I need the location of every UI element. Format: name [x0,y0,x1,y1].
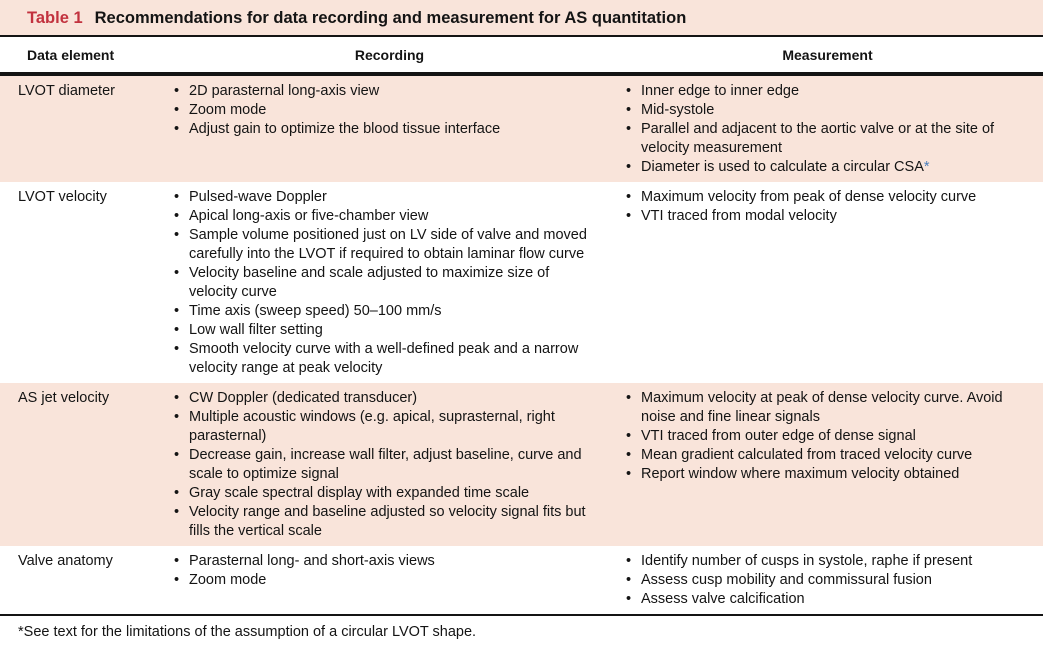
header-recording: Recording [354,47,425,63]
recording-item: • Smooth velocity curve with a well-defined peak and a narrow velocity range at peak velocity [172,340,590,378]
table-footnote: *See text for the limitations of the assumption of a circular LVOT shape. [18,624,477,640]
measurement-item: • VTI traced from modal velocity [624,207,1041,226]
recording-item: • Adjust gain to optimize the blood tissue interface [172,120,590,139]
recording-item: • Velocity range and baseline adjusted so velocity signal fits but fills the vertical scale [172,503,590,541]
measurement-item: • Report window where maximum velocity obtained [624,465,1041,484]
table-row [0,546,1043,614]
header-measurement: Measurement [782,47,873,63]
recording-list [172,188,590,378]
data-element-cell: LVOT diameter [18,83,115,99]
table-row [0,182,1043,383]
table-row [0,383,1043,546]
measurement-item: • Mid-systole [624,101,1041,120]
data-element-cell: AS jet velocity [18,390,110,406]
recording-item: • Velocity baseline and scale adjusted to maximize size of velocity curve [172,264,590,302]
measurement-item: • Parallel and adjacent to the aortic valve or at the site of velocity measurement [624,120,1041,158]
header-data-element: Data element [27,47,115,63]
table-row [0,76,1043,182]
recording-item: • Multiple acoustic windows (e.g. apical, suprasternal, right parasternal) [172,408,590,446]
table-body [0,76,1043,614]
recording-list [172,552,590,590]
measurement-item: • VTI traced from outer edge of dense signal [624,427,1041,446]
table-caption: Recommendations for data recording and measurement for AS quantitation [94,9,687,27]
measurement-item: • Inner edge to inner edge [624,82,1041,101]
measurement-list [624,188,1041,226]
recording-item: • Zoom mode [172,101,590,120]
measurement-list [624,389,1041,484]
measurement-item: • Maximum velocity at peak of dense velocity curve. Avoid noise and fine linear signals [624,389,1041,427]
recording-cell [167,182,612,383]
measurement-item: • Assess cusp mobility and commissural fusion [624,571,1041,590]
reference-marker[interactable]: * [923,159,930,175]
measurement-cell [612,383,1043,546]
measurement-item: • Identify number of cusps in systole, raphe if present [624,552,1041,571]
measurement-item: • Diameter is used to calculate a circular CSA* [624,158,1041,177]
recording-item: • Pulsed-wave Doppler [172,188,590,207]
measurement-list [624,552,1041,609]
table-title-bar [0,0,1043,37]
measurement-item: • Assess valve calcification [624,590,1041,609]
measurement-cell [612,76,1043,182]
data-element-cell: Valve anatomy [18,553,113,569]
recording-item: • Time axis (sweep speed) 50–100 mm/s [172,302,590,321]
recording-item: • CW Doppler (dedicated transducer) [172,389,590,408]
recording-cell [167,546,612,614]
recording-item: • Low wall filter setting [172,321,590,340]
recording-list [172,82,590,139]
recording-cell [167,383,612,546]
recording-list [172,389,590,541]
recording-item: • 2D parasternal long-axis view [172,82,590,101]
recording-item: • Gray scale spectral display with expanded time scale [172,484,590,503]
table-number: Table 1 [27,9,83,27]
recording-cell [167,76,612,182]
recording-item: • Apical long-axis or five-chamber view [172,207,590,226]
recording-item: • Parasternal long- and short-axis views [172,552,590,571]
measurement-item: • Maximum velocity from peak of dense velocity curve [624,188,1041,207]
measurement-item: • Mean gradient calculated from traced velocity curve [624,446,1041,465]
measurement-list [624,82,1041,177]
column-header-row [0,37,1043,76]
data-element-cell: LVOT velocity [18,189,107,205]
measurement-cell [612,182,1043,383]
recording-item: • Zoom mode [172,571,590,590]
recording-item: • Decrease gain, increase wall filter, adjust baseline, curve and scale to optimize signal [172,446,590,484]
recording-item: • Sample volume positioned just on LV side of valve and moved carefully into the LVOT if required to obtain laminar flow curve [172,226,590,264]
measurement-cell [612,546,1043,614]
